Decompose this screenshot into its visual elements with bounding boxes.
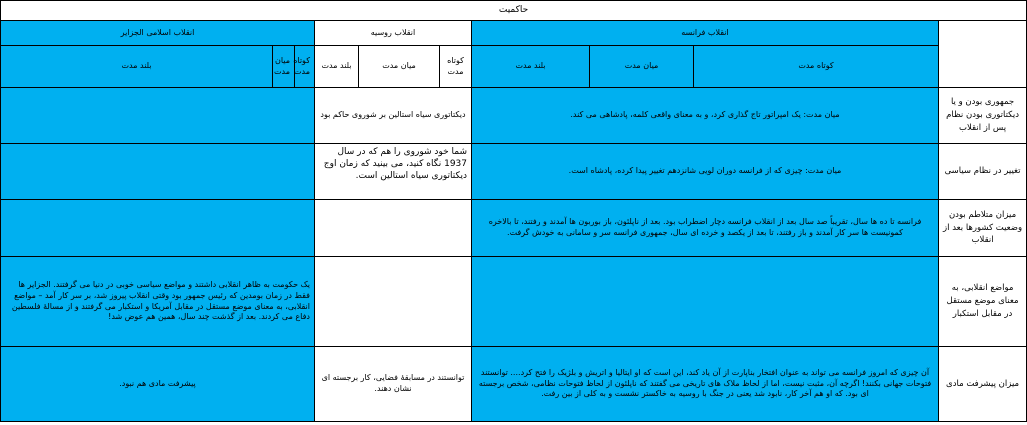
france-long-term: بلند مدت <box>472 46 590 88</box>
revolutions-header-row <box>1 21 1027 46</box>
russia-cell-r5: توانستند در مسابقهٔ فضایی، کار برجسته ای نشان دهند. <box>315 347 472 422</box>
header-algeria-revolution: انقلاب اسلامی الجزایر <box>1 21 315 46</box>
algeria-cell-r1 <box>1 88 315 144</box>
france-cell-r4 <box>472 257 939 347</box>
france-short-term: کوتاه مدت <box>694 46 939 88</box>
france-cell-r5: آن چیزی که امروز فرانسه می تواند به عنوان افتخار بناپارت از آن یاد کند، این است که او ایتالیا و اتریش و بلژیک را فتح کرد.... توانستند فتوحات جهانی بکنند! اگرچه آن، مثبت نیست، اما از لحاظ ملاک های تاریخی می گفتند که ناپلئون از لحاظ فتوحات نظامی، شخص برجسته ای بود. که او هم آخر کار، نابود شد یعنی در جنگ با روسیه به خاکستر نشست و به کلی از بین رفت. <box>472 347 939 422</box>
france-medium-term: میان مدت <box>590 46 694 88</box>
empty-corner-cell <box>939 21 1027 88</box>
algeria-medium-term: میان مدت <box>273 46 295 88</box>
russia-cell-r1: دیکتاتوری سیاه استالین بر شوروی حاکم بود <box>315 88 472 144</box>
france-cell-r1: میان مدت: یک امپراتور تاج گذاری کرد، و به معنای واقعی کلمه، پادشاهی می کند. <box>472 88 939 144</box>
france-cell-r3: فرانسه تا ده ها سال، تقریباً صد سال بعد از انقلاب فرانسه دچار اضطراب بود. بعد از ناپلئون، باز بوربون ها آمدند و رفتند، تا بالاخره کمونیست ها سر کار آمدند و باز رفتند، تا بعد از یکصد و خرده ای سال، جمهوری فرانسه سر و سامانی به خودش گرفت. <box>472 200 939 257</box>
periods-header-row <box>1 46 1027 88</box>
russia-cell-r4 <box>315 257 472 347</box>
row-label-r2: تغییر در نظام سیاسی <box>939 144 1027 200</box>
table-row <box>1 200 1027 257</box>
russia-cell-r3 <box>315 200 472 257</box>
table-row <box>1 144 1027 200</box>
table-row <box>1 88 1027 144</box>
russia-short-term: کوتاه مدت <box>440 46 472 88</box>
algeria-short-term: کوتاه مدت <box>295 46 315 88</box>
row-label-r4: مواضع انقلابی، به معنای موضع مستقل در مقابل استکبار <box>939 257 1027 347</box>
title-row <box>1 1 1027 21</box>
row-label-r1: جمهوری بودن و یا دیکتاتوری بودن نظام پس از انقلاب <box>939 88 1027 144</box>
russia-cell-r2: شما خود شوروی را هم که در سال 1937 نگاه کنید، می بینید که زمان اوج دیکتاتوری سیاه استالین است. <box>315 144 472 200</box>
table-row <box>1 257 1027 347</box>
russia-long-term: بلند مدت <box>315 46 359 88</box>
header-russia-revolution: انقلاب روسیه <box>315 21 472 46</box>
row-label-r3: میزان متلاطم بودن وضعیت کشورها بعد از انقلاب <box>939 200 1027 257</box>
table-row <box>1 347 1027 422</box>
algeria-cell-r2 <box>1 144 315 200</box>
algeria-cell-r3 <box>1 200 315 257</box>
france-cell-r2: میان مدت: چیزی که از فرانسه دوران لویی شانزدهم تغییر پیدا کرده، پادشاه است. <box>472 144 939 200</box>
algeria-cell-r4: یک حکومت به ظاهر انقلابی داشتند و مواضع سیاسی خوبی در دنیا می گرفتند. الجزایر ها فقط در زمان بومدین که رئیس جمهور بود وقتی انقلاب پیروز شد، بر سر کار آمد – مواضع انقلابی، به معنای موضع مستقل در مقابل آمریکا و استکبار می گرفتند و از مسالهٔ فلسطین دفاع می کردند. بعد از گذشت چند سال، همین هم عوض شد! <box>1 257 315 347</box>
algeria-cell-r5: پیشرفت مادی هم نبود. <box>1 347 315 422</box>
russia-medium-term: میان مدت <box>359 46 440 88</box>
algeria-long-term: بلند مدت <box>1 46 273 88</box>
row-label-r5: میزان پیشرفت مادی <box>939 347 1027 422</box>
table-title: حاکمیت <box>1 1 1027 21</box>
header-france-revolution: انقلاب فرانسه <box>472 21 939 46</box>
